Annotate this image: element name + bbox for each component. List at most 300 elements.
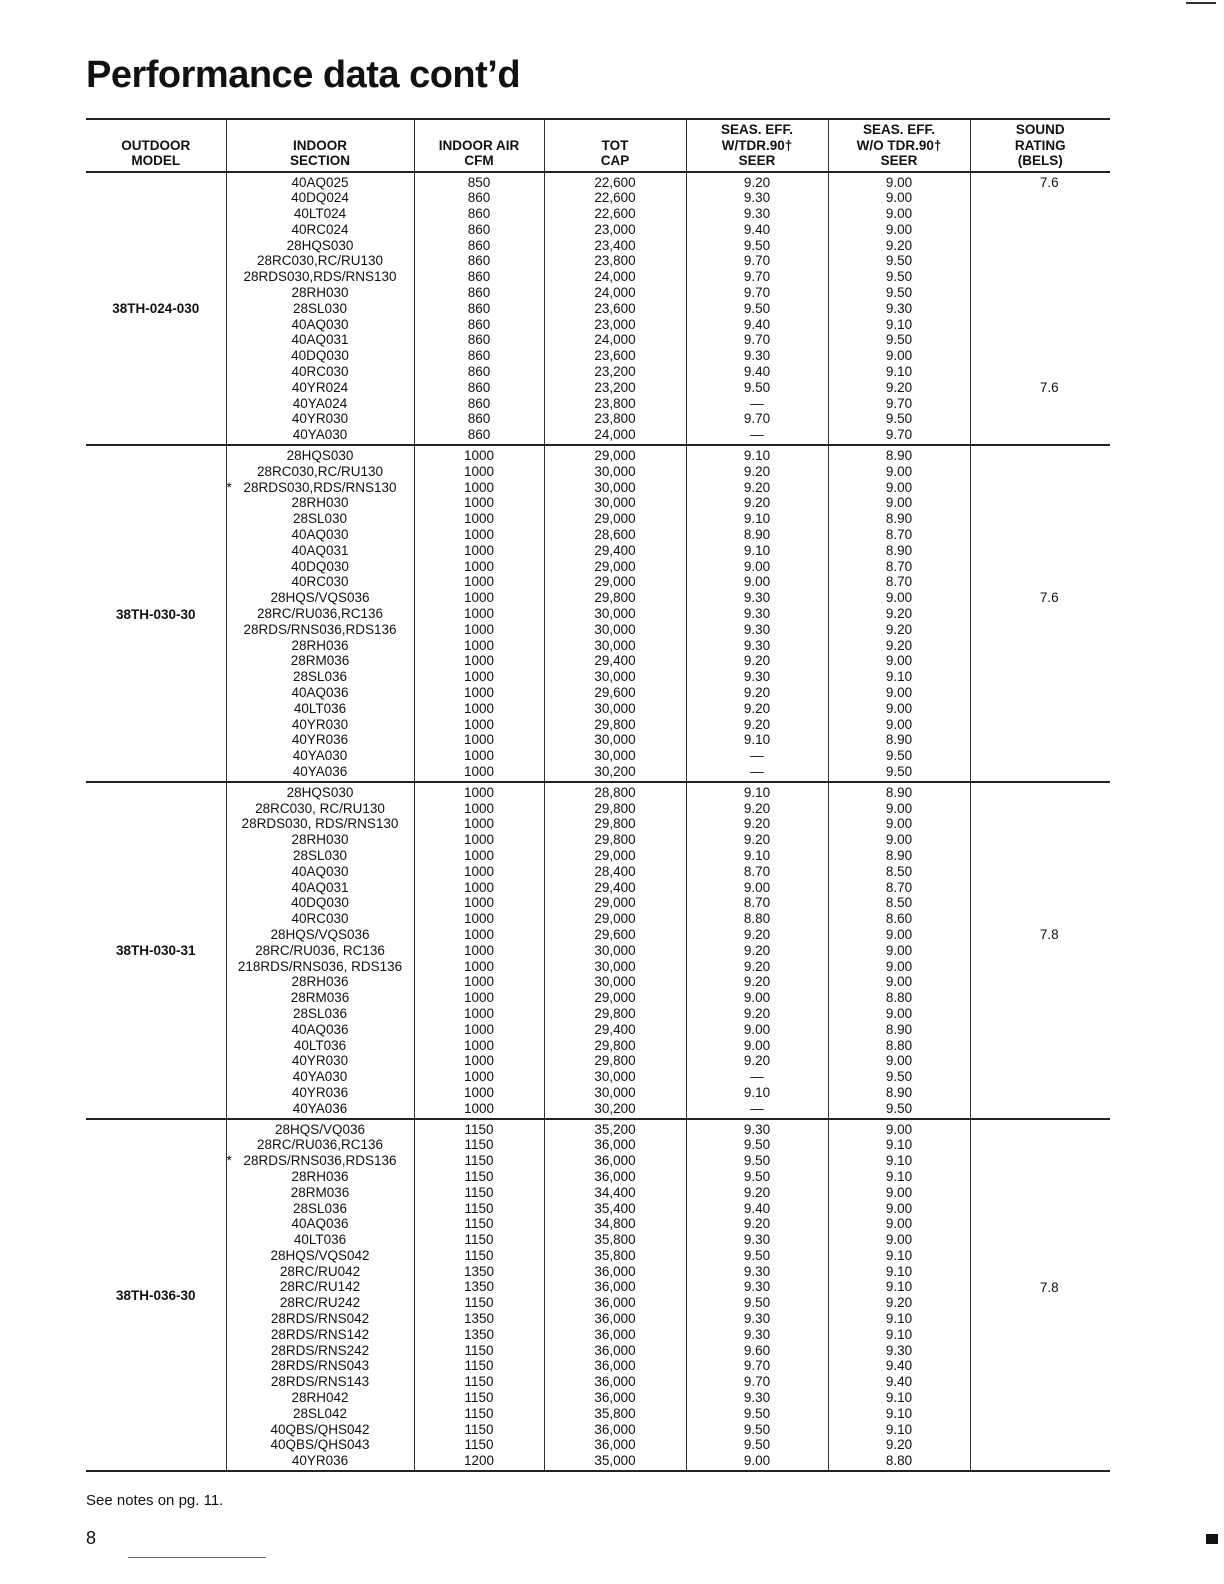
indoor-section-text: 28HQS030	[286, 784, 354, 800]
seer-without-cell: 9.00	[828, 1053, 970, 1069]
indoor-section-wrap	[291, 685, 348, 700]
seer-without-cell: 9.20	[828, 638, 970, 654]
indoor-section-text: 218RDS/RNS036, RDS136	[237, 958, 403, 974]
indoor-section-wrap	[291, 880, 348, 895]
table-row	[86, 832, 1110, 848]
cfm-cell: 1150	[414, 1137, 544, 1153]
table-row	[86, 848, 1110, 864]
seer-with-cell: 9.00	[686, 880, 828, 896]
indoor-section-wrap	[291, 574, 348, 589]
indoor-section-cell	[226, 1358, 414, 1374]
indoor-section-text: 28HQS/VQS036	[270, 590, 370, 606]
seer-with-cell: 9.20	[686, 832, 828, 848]
table-row	[86, 190, 1110, 206]
table-row	[86, 269, 1110, 285]
tot-cap-cell: 34,400	[544, 1185, 686, 1201]
cfm-cell: 1000	[414, 943, 544, 959]
seer-with-cell: 9.50	[686, 1437, 828, 1453]
indoor-section-text: 40YR030	[291, 716, 349, 732]
table-row	[86, 411, 1110, 427]
tot-cap-cell: 22,600	[544, 190, 686, 206]
seer-with-cell: 9.20	[686, 816, 828, 832]
indoor-section-cell	[226, 206, 414, 222]
footnote-star: *	[226, 479, 232, 495]
indoor-section-cell	[226, 1279, 414, 1295]
indoor-section-text: 28HQS030	[286, 237, 354, 253]
seer-with-cell: 8.90	[686, 527, 828, 543]
indoor-section-cell	[226, 1248, 414, 1264]
seer-with-cell: 9.50	[686, 1248, 828, 1264]
seer-without-cell: 9.20	[828, 380, 970, 396]
seer-with-cell: 9.70	[686, 332, 828, 348]
indoor-section-cell	[226, 1437, 414, 1453]
seer-without-cell: 9.50	[828, 1101, 970, 1119]
indoor-section-wrap	[291, 1390, 348, 1405]
indoor-section-wrap	[243, 622, 396, 637]
cfm-cell: 1000	[414, 543, 544, 559]
indoor-section-wrap	[292, 732, 348, 747]
indoor-section-wrap	[294, 206, 346, 221]
tot-cap-cell: 28,800	[544, 782, 686, 801]
seer-with-cell: 9.30	[686, 1327, 828, 1343]
table-row	[86, 1248, 1110, 1264]
seer-without-cell: 9.20	[828, 606, 970, 622]
indoor-section-text: 40AQ030	[291, 316, 349, 332]
sound-rating-value: 7.6	[1039, 379, 1059, 395]
header-line: INDOOR AIR	[438, 137, 520, 153]
cfm-cell: 1150	[414, 1390, 544, 1406]
indoor-section-wrap	[257, 1137, 383, 1152]
seer-without-cell: 8.90	[828, 543, 970, 559]
indoor-section-wrap	[271, 1343, 369, 1358]
seer-without-cell: 9.50	[828, 764, 970, 782]
outdoor-model-cell: 38TH-030-30	[86, 445, 226, 782]
tot-cap-cell: 23,200	[544, 380, 686, 396]
indoor-section-wrap	[293, 1201, 347, 1216]
tot-cap-cell: 22,600	[544, 172, 686, 191]
tot-cap-cell: 30,000	[544, 495, 686, 511]
header-sound-rating	[970, 119, 1110, 172]
seer-with-cell: —	[686, 1069, 828, 1085]
indoor-section-text: 40YR036	[291, 1084, 349, 1100]
seer-with-cell: 9.50	[686, 1422, 828, 1438]
indoor-section-text: 28SL030	[292, 511, 348, 527]
indoor-section-cell	[226, 1169, 414, 1185]
indoor-section-wrap	[270, 1422, 369, 1437]
sound-rating-cell	[970, 172, 1110, 446]
seer-without-cell: 9.00	[828, 495, 970, 511]
seer-without-cell: 9.10	[828, 1137, 970, 1153]
seer-without-cell: 9.00	[828, 1185, 970, 1201]
tot-cap-cell: 35,800	[544, 1406, 686, 1422]
seer-without-cell: 9.00	[828, 464, 970, 480]
tot-cap-cell: 36,000	[544, 1358, 686, 1374]
scan-mark	[1206, 1534, 1218, 1544]
indoor-section-wrap	[291, 974, 348, 989]
tot-cap-cell: 30,000	[544, 606, 686, 622]
indoor-section-text: 40YR036	[291, 732, 349, 748]
header-line: SEER	[738, 153, 776, 168]
indoor-section-wrap	[291, 364, 348, 379]
cfm-cell: 860	[414, 206, 544, 222]
indoor-section-wrap	[257, 253, 383, 268]
header-line: W/O TDR.90†	[856, 137, 942, 153]
indoor-section-cell	[226, 880, 414, 896]
indoor-section-cell	[226, 669, 414, 685]
seer-without-cell: 9.00	[828, 927, 970, 943]
seer-with-cell: —	[686, 1101, 828, 1119]
indoor-section-text: 28RC/RU242	[279, 1295, 361, 1311]
table-row	[86, 1279, 1110, 1295]
seer-with-cell: 9.10	[686, 782, 828, 801]
table-row	[86, 990, 1110, 1006]
cfm-cell: 860	[414, 317, 544, 333]
indoor-section-text: 28HQS/VQS042	[270, 1247, 370, 1263]
indoor-section-cell	[226, 717, 414, 733]
seer-with-cell: 9.40	[686, 364, 828, 380]
table-row	[86, 801, 1110, 817]
indoor-section-text: 40DQ030	[291, 895, 349, 911]
indoor-section-wrap	[292, 1453, 348, 1468]
indoor-section-wrap	[255, 943, 385, 958]
indoor-section-text: 40AQ025	[291, 174, 349, 190]
indoor-section-text: 40QBS/QHS043	[270, 1437, 370, 1453]
cfm-cell: 1000	[414, 990, 544, 1006]
indoor-section-cell	[226, 1119, 414, 1138]
indoor-section-text: 40YR024	[291, 379, 349, 395]
cfm-cell: 1000	[414, 764, 544, 782]
seer-without-cell: 9.00	[828, 1216, 970, 1232]
cfm-cell: 1000	[414, 880, 544, 896]
indoor-section-text: 28RDS030, RDS/RNS130	[241, 816, 399, 832]
header-line: SEAS. EFF.	[720, 122, 793, 137]
indoor-section-text: 40AQ036	[291, 1216, 349, 1232]
seer-with-cell: 9.50	[686, 1137, 828, 1153]
seer-without-cell: 9.00	[828, 1232, 970, 1248]
seer-with-cell: 9.70	[686, 285, 828, 301]
tot-cap-cell: 29,000	[544, 990, 686, 1006]
cfm-cell: 1000	[414, 801, 544, 817]
seer-without-cell: 9.10	[828, 1264, 970, 1280]
seer-with-cell: 9.20	[686, 464, 828, 480]
seer-without-cell: 9.40	[828, 1358, 970, 1374]
indoor-section-cell	[226, 1422, 414, 1438]
cfm-cell: 1000	[414, 1101, 544, 1119]
cfm-cell: 860	[414, 269, 544, 285]
indoor-section-wrap	[257, 464, 383, 479]
tot-cap-cell: 30,200	[544, 1101, 686, 1119]
seer-with-cell: —	[686, 396, 828, 412]
cfm-cell: 1000	[414, 1022, 544, 1038]
cfm-cell: 1000	[414, 816, 544, 832]
cfm-cell: 1000	[414, 574, 544, 590]
seer-with-cell: 9.30	[686, 590, 828, 606]
tot-cap-cell: 24,000	[544, 269, 686, 285]
header-line: CAP	[600, 153, 630, 168]
table-row	[86, 606, 1110, 622]
indoor-section-cell	[226, 911, 414, 927]
indoor-section-text: 40YA036	[292, 1100, 348, 1116]
indoor-section-cell	[226, 1006, 414, 1022]
indoor-section-cell	[226, 832, 414, 848]
seer-with-cell: 9.30	[686, 348, 828, 364]
indoor-section-wrap	[293, 1101, 348, 1116]
header-line: INDOOR	[293, 137, 347, 153]
indoor-section-text: 28RH030	[291, 285, 349, 301]
indoor-section-wrap	[291, 1169, 348, 1184]
tot-cap-cell: 23,400	[544, 238, 686, 254]
seer-with-cell: 9.20	[686, 927, 828, 943]
cfm-cell: 1150	[414, 1201, 544, 1217]
seer-without-cell: 8.90	[828, 511, 970, 527]
tot-cap-cell: 29,600	[544, 685, 686, 701]
indoor-section-cell	[226, 990, 414, 1006]
seer-without-cell: 9.50	[828, 253, 970, 269]
indoor-section-cell	[226, 1185, 414, 1201]
indoor-section-cell	[226, 1153, 414, 1169]
table-row	[86, 301, 1110, 317]
seer-with-cell: —	[686, 427, 828, 445]
tot-cap-cell: 24,000	[544, 332, 686, 348]
indoor-section-text: 40AQ031	[291, 332, 349, 348]
sound-rating-value: 7.8	[1039, 926, 1059, 942]
table-row	[86, 206, 1110, 222]
indoor-section-wrap	[291, 559, 349, 574]
seer-without-cell: 9.00	[828, 943, 970, 959]
outdoor-model-cell: 38TH-024-030	[86, 172, 226, 446]
cfm-cell: 1000	[414, 1085, 544, 1101]
indoor-section-text: 40YA036	[292, 763, 348, 779]
header-line: SEER	[880, 153, 918, 168]
seer-with-cell: 9.00	[686, 1038, 828, 1054]
indoor-section-text: 40RC030	[291, 574, 349, 590]
indoor-section-cell	[226, 396, 414, 412]
seer-with-cell: 9.50	[686, 1153, 828, 1169]
tot-cap-cell: 23,600	[544, 348, 686, 364]
indoor-section-cell	[226, 411, 414, 427]
tot-cap-cell: 23,800	[544, 396, 686, 412]
tot-cap-cell: 36,000	[544, 1437, 686, 1453]
tot-cap-cell: 29,000	[544, 511, 686, 527]
seer-with-cell: 9.10	[686, 848, 828, 864]
indoor-section-wrap	[291, 653, 350, 668]
seer-without-cell: 9.10	[828, 1279, 970, 1295]
sound-rating-cell	[970, 782, 1110, 1119]
cfm-cell: 1000	[414, 638, 544, 654]
seer-with-cell: 9.30	[686, 1264, 828, 1280]
seer-without-cell: 8.90	[828, 445, 970, 464]
header-line: SEAS. EFF.	[862, 122, 935, 137]
indoor-section-wrap	[287, 238, 354, 253]
cfm-cell: 1000	[414, 1069, 544, 1085]
header-line: MODEL	[131, 153, 181, 168]
indoor-section-wrap	[291, 175, 348, 190]
indoor-section-cell	[226, 511, 414, 527]
seer-with-cell: 9.40	[686, 317, 828, 333]
cfm-cell: 1000	[414, 559, 544, 575]
indoor-section-cell	[226, 495, 414, 511]
indoor-section-text: 40LT036	[293, 1037, 347, 1053]
table-row	[86, 543, 1110, 559]
seer-with-cell: 9.00	[686, 574, 828, 590]
seer-with-cell: 8.70	[686, 895, 828, 911]
indoor-section-text: 28RDS/RNS143	[270, 1374, 370, 1390]
table-row	[86, 332, 1110, 348]
indoor-section-wrap	[270, 590, 369, 605]
seer-without-cell: 9.70	[828, 396, 970, 412]
table-row	[86, 427, 1110, 445]
indoor-section-text: 40RC024	[291, 221, 349, 237]
indoor-section-wrap	[292, 380, 348, 395]
seer-with-cell: 9.20	[686, 1006, 828, 1022]
indoor-section-wrap	[293, 1406, 347, 1421]
table-row	[86, 669, 1110, 685]
tot-cap-cell: 29,400	[544, 653, 686, 669]
table-row	[86, 927, 1110, 943]
cfm-cell: 1350	[414, 1327, 544, 1343]
tot-cap-cell: 29,400	[544, 1022, 686, 1038]
table-row	[86, 638, 1110, 654]
tot-cap-cell: 24,000	[544, 427, 686, 445]
seer-without-cell: 9.10	[828, 1406, 970, 1422]
table-row	[86, 1069, 1110, 1085]
tot-cap-cell: 35,800	[544, 1248, 686, 1264]
header-line: W/TDR.90†	[721, 137, 793, 153]
seer-without-cell: 9.10	[828, 1169, 970, 1185]
indoor-section-wrap	[280, 1279, 360, 1294]
indoor-section-wrap	[291, 222, 348, 237]
seer-with-cell: 9.70	[686, 411, 828, 427]
seer-without-cell: 9.10	[828, 1248, 970, 1264]
seer-with-cell: 9.40	[686, 1201, 828, 1217]
indoor-section-cell	[226, 1101, 414, 1119]
cfm-cell: 860	[414, 411, 544, 427]
seer-with-cell: 9.50	[686, 1295, 828, 1311]
table-row	[86, 1232, 1110, 1248]
indoor-section-cell	[226, 1343, 414, 1359]
indoor-section-wrap	[291, 895, 349, 910]
indoor-section-text: 28RC/RU042	[279, 1263, 361, 1279]
indoor-section-text: 40YR030	[291, 1053, 349, 1069]
indoor-section-text: 40RC030	[291, 911, 349, 927]
sound-rating-value: 7.6	[1039, 174, 1059, 190]
indoor-section-wrap	[271, 1358, 369, 1373]
indoor-section-text: 40YR030	[291, 411, 349, 427]
indoor-section-wrap	[275, 1122, 365, 1137]
seer-without-cell: 8.70	[828, 527, 970, 543]
cfm-cell: 860	[414, 285, 544, 301]
seer-with-cell: 9.50	[686, 380, 828, 396]
seer-with-cell: —	[686, 748, 828, 764]
table-row	[86, 959, 1110, 975]
seer-without-cell: 8.70	[828, 880, 970, 896]
seer-without-cell: 8.90	[828, 1022, 970, 1038]
table-row	[86, 1153, 1110, 1169]
cfm-cell: 860	[414, 301, 544, 317]
seer-with-cell: 9.20	[686, 801, 828, 817]
indoor-section-cell	[226, 782, 414, 801]
indoor-section-cell	[226, 464, 414, 480]
seer-without-cell: 9.20	[828, 1295, 970, 1311]
indoor-section-cell	[226, 685, 414, 701]
indoor-section-wrap	[293, 748, 348, 763]
seer-without-cell: 8.80	[828, 1453, 970, 1471]
table-row	[86, 764, 1110, 782]
indoor-section-wrap	[270, 1437, 369, 1452]
cfm-cell: 1000	[414, 701, 544, 717]
indoor-section-text: 40LT036	[293, 700, 347, 716]
table-row	[86, 511, 1110, 527]
tot-cap-cell: 29,400	[544, 543, 686, 559]
tot-cap-cell: 36,000	[544, 1137, 686, 1153]
seer-without-cell: 9.20	[828, 1437, 970, 1453]
indoor-section-text: 28RH042	[291, 1390, 349, 1406]
table-row	[86, 1343, 1110, 1359]
seer-without-cell: 8.90	[828, 732, 970, 748]
indoor-section-wrap	[293, 1006, 347, 1021]
indoor-section-text: 28RDS030,RDS/RNS130	[243, 479, 397, 495]
indoor-section-cell	[226, 190, 414, 206]
cfm-cell: 1150	[414, 1185, 544, 1201]
sound-rating-value: 7.8	[1039, 1279, 1059, 1295]
table-row	[86, 480, 1110, 496]
indoor-section-cell	[226, 222, 414, 238]
tot-cap-cell: 24,000	[544, 285, 686, 301]
cfm-cell: 1150	[414, 1437, 544, 1453]
seer-without-cell: 9.10	[828, 1390, 970, 1406]
table-header	[86, 119, 1110, 172]
table-row	[86, 1169, 1110, 1185]
table-row	[86, 1406, 1110, 1422]
indoor-section-wrap	[270, 927, 369, 942]
indoor-section-cell	[226, 1216, 414, 1232]
indoor-section-cell	[226, 1311, 414, 1327]
indoor-section-wrap	[242, 816, 399, 831]
seer-without-cell: 9.20	[828, 238, 970, 254]
tot-cap-cell: 36,000	[544, 1422, 686, 1438]
seer-with-cell: 9.70	[686, 269, 828, 285]
seer-with-cell: 9.20	[686, 685, 828, 701]
cfm-cell: 1000	[414, 782, 544, 801]
cfm-cell: 1150	[414, 1232, 544, 1248]
seer-without-cell: 9.70	[828, 427, 970, 445]
seer-without-cell: 9.10	[828, 317, 970, 333]
table-row	[86, 222, 1110, 238]
cfm-cell: 1000	[414, 495, 544, 511]
table-row	[86, 748, 1110, 764]
indoor-section-wrap	[291, 190, 349, 205]
indoor-section-cell	[226, 445, 414, 464]
indoor-section-text: 28RDS/RNS042	[270, 1311, 370, 1327]
seer-without-cell: 8.90	[828, 848, 970, 864]
seer-without-cell: 9.00	[828, 816, 970, 832]
indoor-section-wrap	[291, 495, 348, 510]
seer-with-cell: 9.30	[686, 1311, 828, 1327]
seer-without-cell: 9.00	[828, 1201, 970, 1217]
cfm-cell: 1150	[414, 1169, 544, 1185]
indoor-section-cell	[226, 253, 414, 269]
tot-cap-cell: 36,000	[544, 1390, 686, 1406]
tot-cap-cell: 30,200	[544, 764, 686, 782]
seer-with-cell: 9.50	[686, 1169, 828, 1185]
seer-without-cell: 9.30	[828, 1343, 970, 1359]
tot-cap-cell: 30,000	[544, 638, 686, 654]
table-row	[86, 1185, 1110, 1201]
indoor-section-cell	[226, 748, 414, 764]
table-row	[86, 1006, 1110, 1022]
indoor-section-text: 40YR036	[291, 1453, 349, 1469]
seer-with-cell: 9.00	[686, 1453, 828, 1471]
